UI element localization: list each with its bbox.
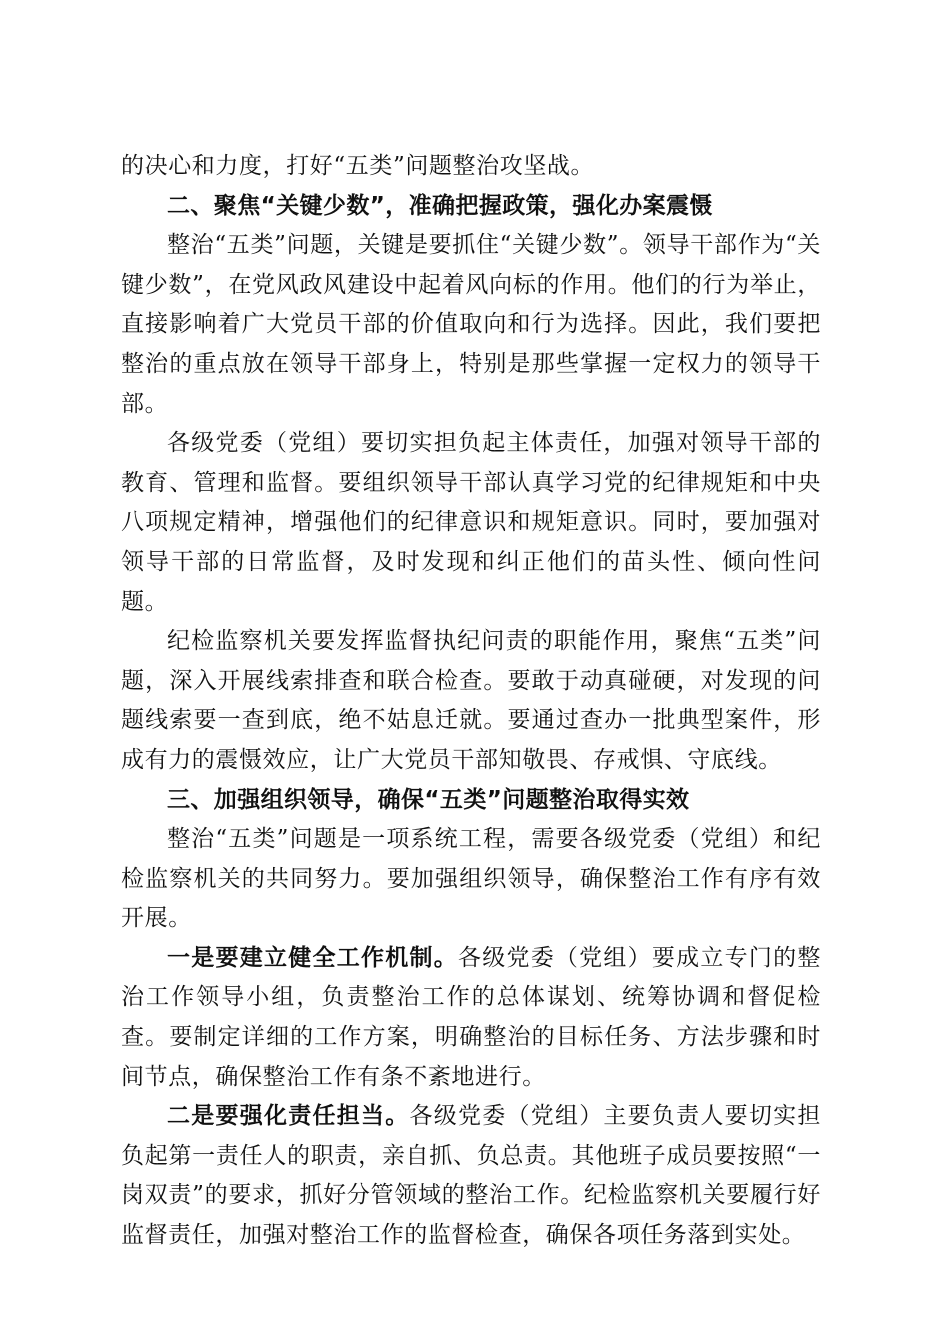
- section-2-paragraph-3: 纪检监察机关要发挥监督执纪问责的职能作用，聚焦“五类”问题，深入开展线索排查和联合检查。要敢于动真碰硬，对发现的问题线索要一查到底，绝不姑息迁就。要通过查办一批典型案件，形成有力的震慑效应，让广大党员干部知敬畏、存戒惧、守底线。: [121, 628, 821, 773]
- point-1-body: 各级党委（党组）要成立专门的整治工作领导小组，负责整治工作的总体谋划、统筹协调和督促检查。要制定详细的工作方案，明确整治的目标任务、方法步骤和时间节点，确保整治工作有条不紊地进行。: [121, 944, 821, 1090]
- document-page: [121, 147, 821, 1256]
- point-2-body: 各级党委（党组）主要负责人要切实担负起第一责任人的职责，亲自抓、负总责。其他班子成员要按照“一岗双责”的要求，抓好分管领域的整治工作。纪检监察机关要履行好监督责任，加强对整治工作的监督检查，确保各项任务落到实处。: [121, 1103, 822, 1249]
- section-2-heading: 二、聚焦“关键少数”，准确把握政策，强化办案震慑: [167, 192, 713, 219]
- section-3-point-2: [121, 1097, 821, 1255]
- point-2-lead: 二是要强化责任担当。: [167, 1103, 410, 1130]
- continuation-paragraph: 的决心和力度，打好“五类”问题整治攻坚战。: [121, 153, 595, 179]
- section-2-paragraph-2: 各级党委（党组）要切实担负起主体责任，加强对领导干部的教育、管理和监督。要组织领导干部认真学习党的纪律规矩和中央八项规定精神，增强他们的纪律意识和规矩意识。同时，要加强对领导干部的日常监督，及时发现和纠正他们的苗头性、倾向性问题。: [121, 430, 821, 615]
- section-3-point-1: [121, 939, 821, 1097]
- point-1-lead: 一是要建立健全工作机制。: [167, 944, 458, 971]
- section-3-heading: 三、加强组织领导，确保“五类”问题整治取得实效: [167, 786, 690, 813]
- section-3-intro-paragraph: 整治“五类”问题是一项系统工程，需要各级党委（党组）和纪检监察机关的共同努力。要加强组织领导，确保整治工作有序有效开展。: [121, 826, 821, 932]
- section-2-paragraph-1: 整治“五类”问题，关键是要抓住“关键少数”。领导干部作为“关键少数”，在党风政风建设中起着风向标的作用。他们的行为举止，直接影响着广大党员干部的价值取向和行为选择。因此，我们要把整治的重点放在领导干部身上，特别是那些掌握一定权力的领导干部。: [121, 232, 821, 417]
